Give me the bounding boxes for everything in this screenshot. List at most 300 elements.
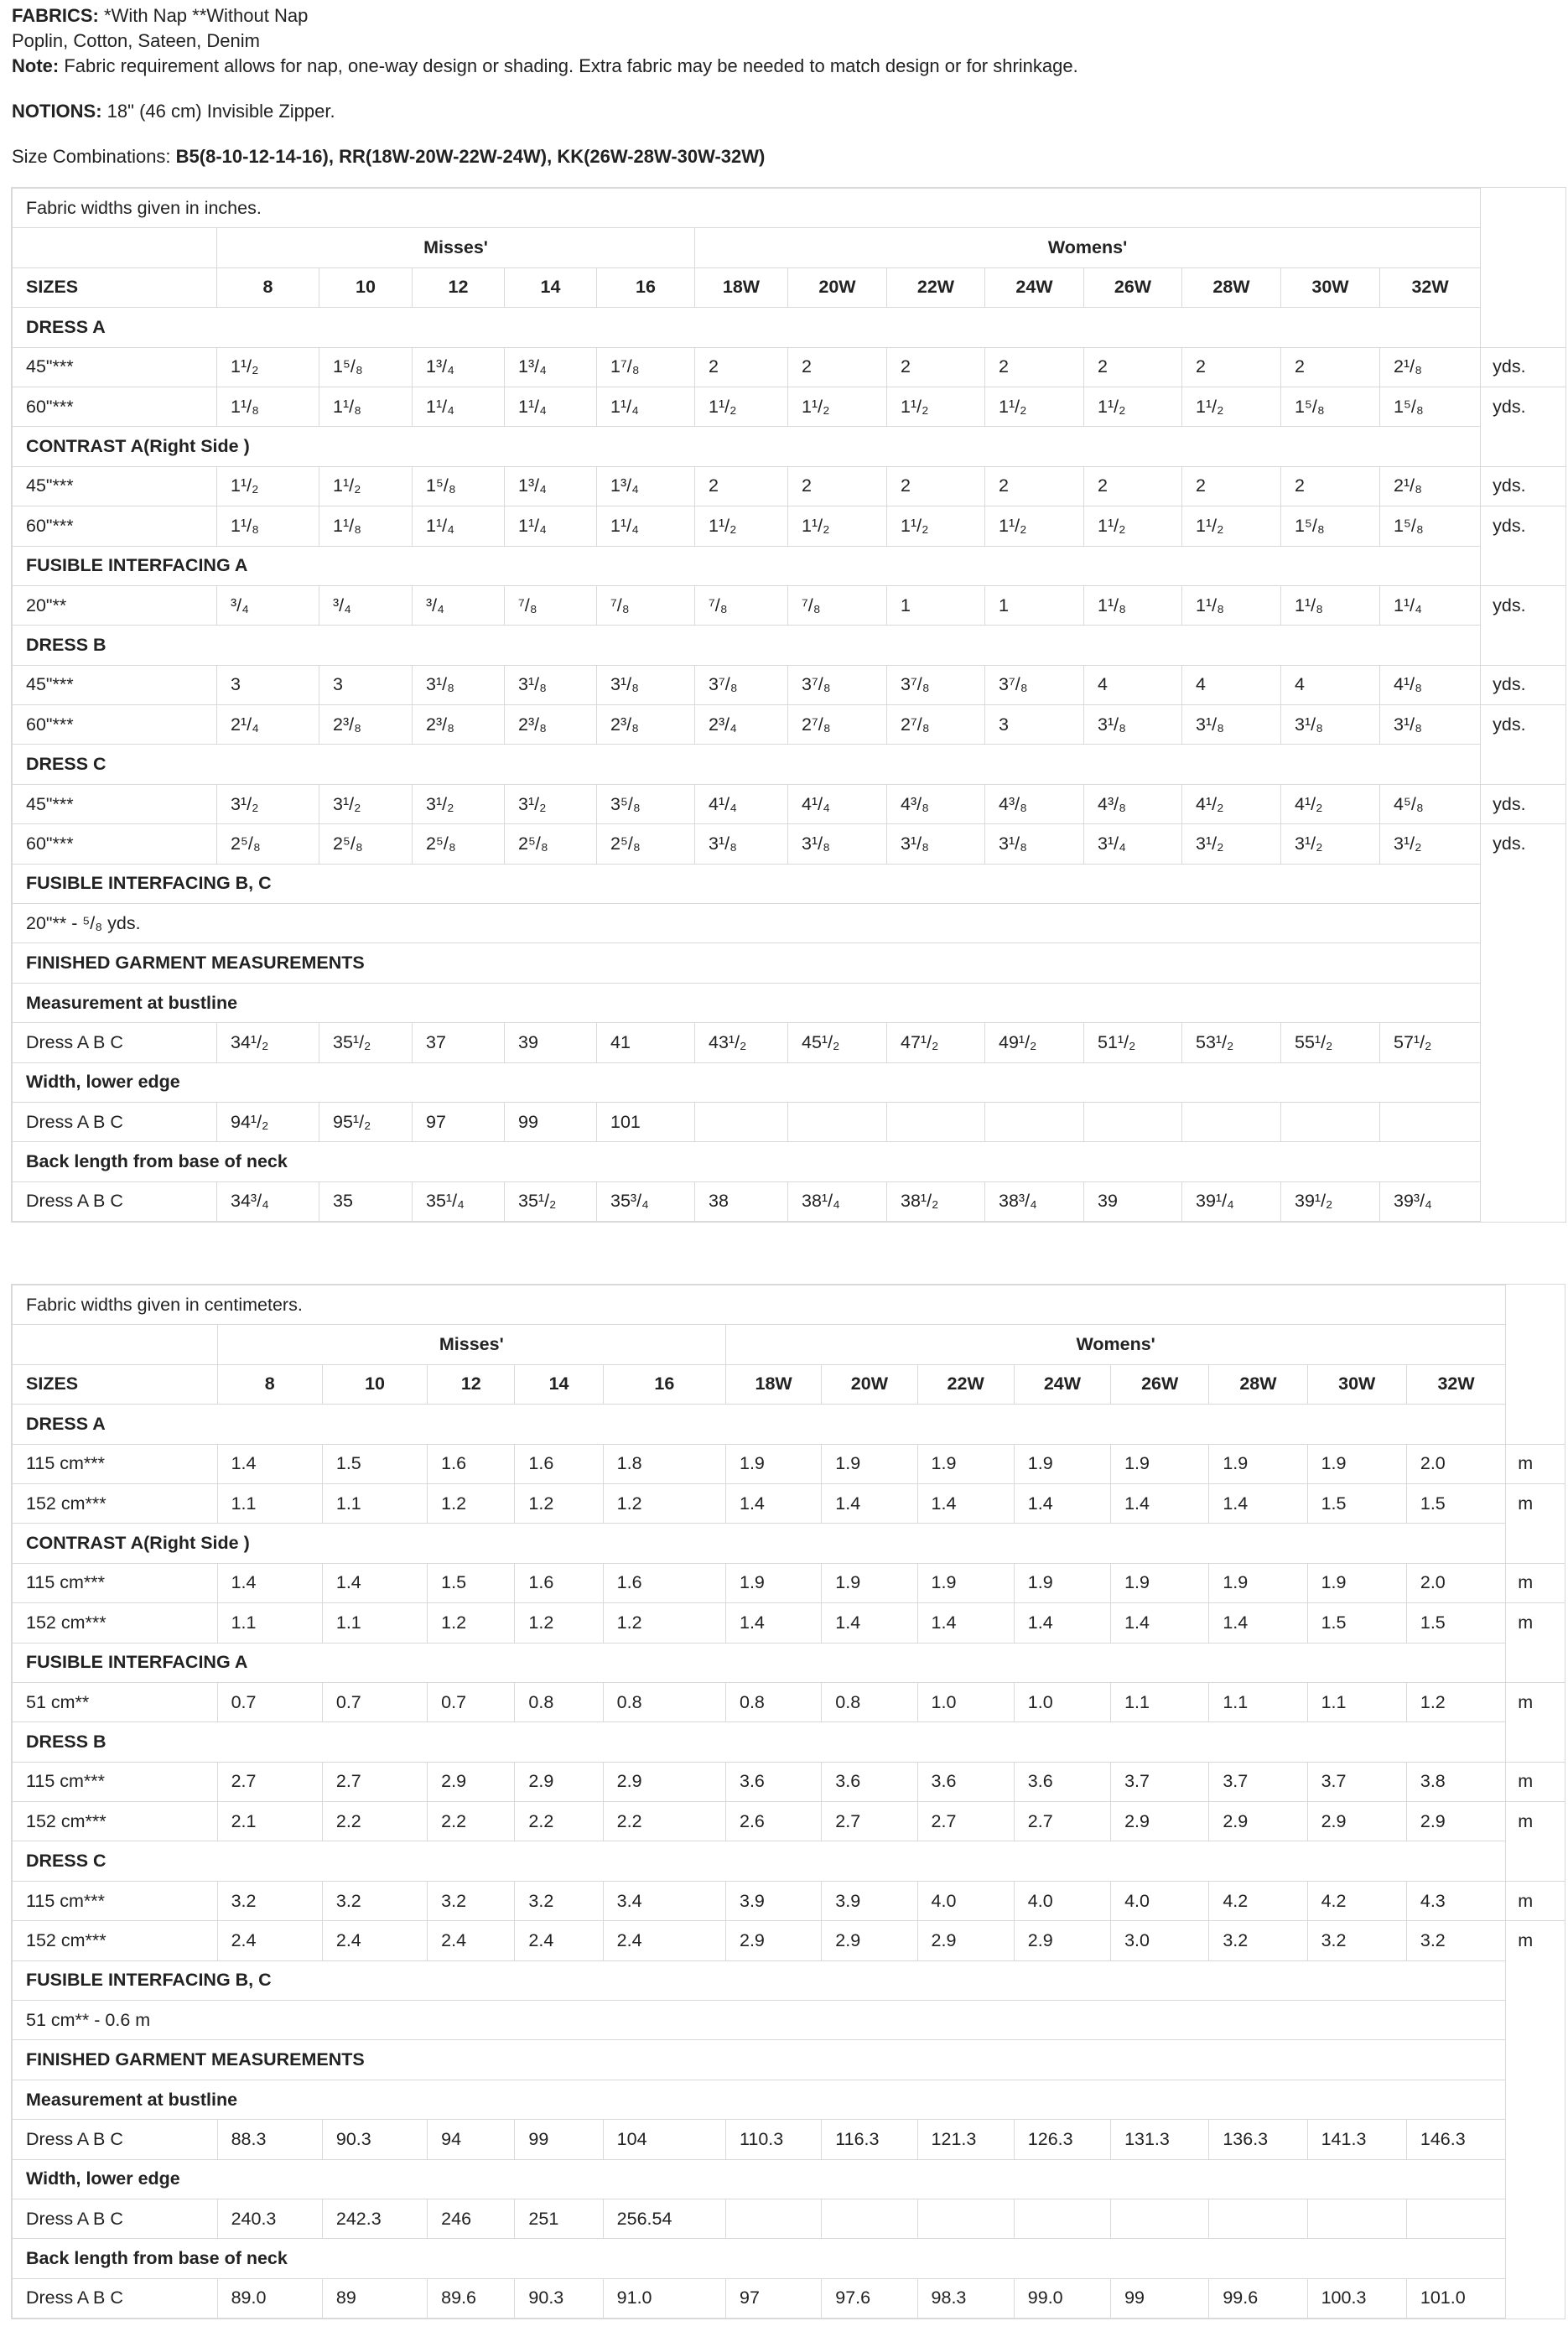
size-header: 10	[322, 1364, 427, 1404]
unit-cell	[1506, 2001, 1565, 2040]
unit-cell: yds.	[1481, 784, 1565, 823]
value-cell: 35¹/₄	[413, 1181, 505, 1221]
value-cell: 3¹/₈	[788, 824, 887, 864]
unit-cell: yds.	[1481, 387, 1565, 426]
unit-cell: m	[1506, 1881, 1565, 1920]
value-cell: 1.5	[1406, 1483, 1505, 1523]
value-cell: 3.2	[322, 1881, 427, 1920]
table-row	[13, 1563, 1565, 1602]
table-row	[13, 2120, 1565, 2159]
table-row	[13, 2278, 1565, 2318]
table-caption: Fabric widths given in inches.	[13, 189, 1481, 228]
group-misses: Misses'	[217, 228, 695, 267]
value-cell: 1¹/₂	[695, 506, 788, 546]
note-row	[13, 2001, 1565, 2040]
value-cell: 90.3	[322, 2120, 427, 2159]
unit-cell	[1481, 983, 1565, 1022]
unit-cell	[1481, 626, 1565, 665]
size-header: 14	[515, 1364, 603, 1404]
value-cell: 2	[695, 466, 788, 506]
value-cell: 1¹/₂	[1182, 387, 1281, 426]
section-heading: DRESS C	[13, 1841, 1506, 1881]
value-cell: 1.6	[428, 1444, 515, 1483]
value-cell: 35¹/₂	[319, 1023, 413, 1062]
value-cell: 2	[887, 466, 985, 506]
value-cell: 1³/₄	[505, 466, 597, 506]
value-cell: ³/₄	[217, 585, 319, 625]
section-row	[13, 2239, 1565, 2278]
value-cell: 47¹/₂	[887, 1023, 985, 1062]
value-cell: ³/₄	[319, 585, 413, 625]
section-row	[13, 2040, 1565, 2080]
value-cell: 38	[695, 1181, 788, 1221]
section-heading: FUSIBLE INTERFACING A	[13, 546, 1481, 585]
value-cell: 35³/₄	[597, 1181, 695, 1221]
value-cell: 1.9	[822, 1563, 917, 1602]
value-cell: 37	[413, 1023, 505, 1062]
value-cell: 2.2	[515, 1802, 603, 1841]
value-cell: 1¹/₂	[1084, 387, 1182, 426]
row-label: 115 cm***	[13, 1762, 218, 1801]
value-cell: 45¹/₂	[788, 1023, 887, 1062]
value-cell	[1380, 1102, 1481, 1141]
unit-cell	[1506, 2239, 1565, 2278]
value-cell: 1.4	[1111, 1483, 1209, 1523]
size-header: 28W	[1209, 1364, 1307, 1404]
size-combinations-value: B5(8-10-12-14-16), RR(18W-20W-22W-24W), KK(26W-28W-30W-32W)	[175, 146, 766, 167]
value-cell: 1¹/₈	[217, 387, 319, 426]
size-header: 16	[597, 267, 695, 307]
value-cell: 1.2	[428, 1483, 515, 1523]
value-cell: 2¹/₈	[1380, 347, 1481, 387]
value-cell: 1¹/₂	[985, 506, 1084, 546]
value-cell	[1406, 2199, 1505, 2238]
value-cell: 2	[788, 347, 887, 387]
value-cell: 116.3	[822, 2120, 917, 2159]
yardage-table-centimeters	[12, 1285, 1565, 2319]
caption-row	[13, 189, 1565, 228]
value-cell: 2⁷/₈	[788, 705, 887, 745]
note-cell: 51 cm** - 0.6 m	[13, 2001, 1506, 2040]
unit-cell: yds.	[1481, 466, 1565, 506]
section-heading: FINISHED GARMENT MEASUREMENTS	[13, 943, 1481, 983]
value-cell: 3¹/₈	[1380, 705, 1481, 745]
unit-cell: m	[1506, 1802, 1565, 1841]
value-cell: 1.9	[917, 1563, 1014, 1602]
value-cell: 35¹/₂	[505, 1181, 597, 1221]
value-cell: 1¹/₄	[1380, 585, 1481, 625]
value-cell: 2	[985, 347, 1084, 387]
value-cell: 1.2	[603, 1603, 725, 1643]
value-cell: 1¹/₄	[505, 387, 597, 426]
value-cell: 39	[505, 1023, 597, 1062]
section-row	[13, 1142, 1565, 1181]
value-cell: 3	[319, 665, 413, 704]
value-cell: 1.0	[1014, 1682, 1110, 1721]
value-cell: 0.8	[822, 1682, 917, 1721]
size-header: 10	[319, 267, 413, 307]
table-row	[13, 784, 1565, 823]
table-row	[13, 1682, 1565, 1721]
section-row	[13, 1524, 1565, 1563]
value-cell: 89.6	[428, 2278, 515, 2318]
size-header: 8	[217, 267, 319, 307]
size-header: 26W	[1084, 267, 1182, 307]
unit-cell	[1481, 1062, 1565, 1102]
value-cell	[985, 1102, 1084, 1141]
value-cell: 1¹/₈	[319, 506, 413, 546]
value-cell: 1.9	[1209, 1444, 1307, 1483]
value-cell: 1.4	[1014, 1483, 1110, 1523]
sizes-row	[13, 267, 1565, 307]
value-cell: 89.0	[217, 2278, 322, 2318]
value-cell: 4	[1084, 665, 1182, 704]
value-cell: 1¹/₂	[1084, 506, 1182, 546]
unit-cell	[1481, 904, 1565, 943]
size-header: 16	[603, 1364, 725, 1404]
section-row	[13, 308, 1565, 347]
unit-cell	[1481, 1023, 1565, 1062]
value-cell: 2.9	[726, 1921, 822, 1960]
value-cell: 51¹/₂	[1084, 1023, 1182, 1062]
row-label: 20"**	[13, 585, 217, 625]
value-cell: 121.3	[917, 2120, 1014, 2159]
value-cell: ⁷/₈	[788, 585, 887, 625]
value-cell: 1.2	[1406, 1682, 1505, 1721]
value-cell: 99.0	[1014, 2278, 1110, 2318]
unit-cell	[1481, 267, 1565, 307]
value-cell: 3⁷/₈	[788, 665, 887, 704]
section-heading: DRESS B	[13, 1722, 1506, 1762]
value-cell: 4.2	[1307, 1881, 1406, 1920]
value-cell: 99.6	[1209, 2278, 1307, 2318]
note-label: Note:	[12, 55, 60, 76]
unit-cell: yds.	[1481, 705, 1565, 745]
value-cell: 0.8	[726, 1682, 822, 1721]
section-heading: DRESS B	[13, 626, 1481, 665]
value-cell: 57¹/₂	[1380, 1023, 1481, 1062]
value-cell: 2.7	[1014, 1802, 1110, 1841]
value-cell: 38³/₄	[985, 1181, 1084, 1221]
value-cell: 2	[1084, 466, 1182, 506]
value-cell: 1⁵/₈	[1380, 506, 1481, 546]
value-cell: 101	[597, 1102, 695, 1141]
value-cell: 1¹/₄	[597, 387, 695, 426]
value-cell: 1.1	[322, 1483, 427, 1523]
value-cell: 99	[515, 2120, 603, 2159]
value-cell: 242.3	[322, 2199, 427, 2238]
notions-label: NOTIONS:	[12, 101, 102, 122]
value-cell: 4⁵/₈	[1380, 784, 1481, 823]
unit-cell	[1481, 864, 1565, 903]
caption-row	[13, 1285, 1565, 1325]
value-cell: 2⁵/₈	[319, 824, 413, 864]
value-cell: 1¹/₂	[217, 466, 319, 506]
value-cell: 1.4	[726, 1483, 822, 1523]
value-cell: 3¹/₈	[597, 665, 695, 704]
value-cell	[1281, 1102, 1380, 1141]
value-cell: 1.1	[217, 1603, 322, 1643]
size-group-row	[13, 1325, 1565, 1364]
value-cell: 1.4	[1209, 1603, 1307, 1643]
value-cell: 3¹/₈	[413, 665, 505, 704]
unit-cell	[1506, 1524, 1565, 1563]
value-cell: 4	[1281, 665, 1380, 704]
section-heading: Measurement at bustline	[13, 2080, 1506, 2119]
notions-line	[12, 99, 1555, 124]
value-cell: 2⁵/₈	[505, 824, 597, 864]
section-heading: CONTRAST A(Right Side )	[13, 1524, 1506, 1563]
value-cell: 1⁵/₈	[1380, 387, 1481, 426]
value-cell: 0.7	[428, 1682, 515, 1721]
row-label: 45"***	[13, 665, 217, 704]
value-cell: 1.9	[917, 1444, 1014, 1483]
value-cell: 3⁷/₈	[887, 665, 985, 704]
value-cell: 2.9	[428, 1762, 515, 1801]
value-cell: 3.0	[1111, 1921, 1209, 1960]
value-cell: 1.8	[603, 1444, 725, 1483]
value-cell: 34¹/₂	[217, 1023, 319, 1062]
value-cell: 1³/₄	[597, 466, 695, 506]
value-cell: 110.3	[726, 2120, 822, 2159]
row-label: 152 cm***	[13, 1603, 218, 1643]
value-cell: 3.8	[1406, 1762, 1505, 1801]
unit-cell: yds.	[1481, 824, 1565, 864]
unit-cell	[1506, 1841, 1565, 1881]
value-cell: 2⁷/₈	[887, 705, 985, 745]
value-cell: 3¹/₈	[887, 824, 985, 864]
size-header: 32W	[1406, 1364, 1505, 1404]
notions-text: 18" (46 cm) Invisible Zipper.	[101, 101, 335, 122]
row-label: 115 cm***	[13, 1444, 218, 1483]
value-cell: 1¹/₈	[319, 387, 413, 426]
value-cell: 3¹/₂	[1380, 824, 1481, 864]
value-cell: 251	[515, 2199, 603, 2238]
value-cell: 1¹/₂	[319, 466, 413, 506]
value-cell: 4.2	[1209, 1881, 1307, 1920]
value-cell: 1.6	[515, 1444, 603, 1483]
section-row	[13, 1722, 1565, 1762]
size-header: 26W	[1111, 1364, 1209, 1404]
table-row	[13, 585, 1565, 625]
unit-cell: m	[1506, 1762, 1565, 1801]
value-cell: 3¹/₄	[1084, 824, 1182, 864]
value-cell	[1209, 2199, 1307, 2238]
value-cell: 2.2	[603, 1802, 725, 1841]
unit-cell	[1506, 1405, 1565, 1444]
unit-cell	[1481, 1102, 1565, 1141]
value-cell: 38¹/₄	[788, 1181, 887, 1221]
section-heading: DRESS A	[13, 308, 1481, 347]
value-cell: 1.2	[603, 1483, 725, 1523]
value-cell: ⁷/₈	[597, 585, 695, 625]
unit-cell: m	[1506, 1444, 1565, 1483]
value-cell: 1.9	[1209, 1563, 1307, 1602]
table-row	[13, 1802, 1565, 1841]
value-cell: 1¹/₂	[985, 387, 1084, 426]
value-cell: 4¹/₄	[695, 784, 788, 823]
group-womens: Womens'	[695, 228, 1481, 267]
value-cell: 2	[1182, 466, 1281, 506]
unit-cell	[1506, 1364, 1565, 1404]
section-heading: Back length from base of neck	[13, 1142, 1481, 1181]
value-cell: 1¹/₂	[788, 506, 887, 546]
value-cell: 1.9	[1111, 1563, 1209, 1602]
value-cell: 246	[428, 2199, 515, 2238]
sizes-label: SIZES	[13, 1364, 218, 1404]
value-cell: ⁷/₈	[695, 585, 788, 625]
value-cell: 1.9	[1307, 1444, 1406, 1483]
row-label: Dress A B C	[13, 2199, 218, 2238]
section-row	[13, 2080, 1565, 2119]
value-cell	[695, 1102, 788, 1141]
size-header: 22W	[887, 267, 985, 307]
section-heading: Measurement at bustline	[13, 983, 1481, 1022]
value-cell: 2⁵/₈	[217, 824, 319, 864]
table-row	[13, 1181, 1565, 1221]
value-cell: 141.3	[1307, 2120, 1406, 2159]
value-cell: 1.5	[1307, 1483, 1406, 1523]
fabrics-text: *With Nap **Without Nap	[98, 5, 309, 26]
value-cell: 104	[603, 2120, 725, 2159]
value-cell	[1182, 1102, 1281, 1141]
value-cell: 3.6	[1014, 1762, 1110, 1801]
value-cell: 4³/₈	[887, 784, 985, 823]
value-cell: 1¹/₂	[887, 506, 985, 546]
value-cell: 1.1	[1307, 1682, 1406, 1721]
value-cell: 2.7	[322, 1762, 427, 1801]
value-cell: 3¹/₈	[505, 665, 597, 704]
size-header: 18W	[695, 267, 788, 307]
value-cell: 1.4	[917, 1483, 1014, 1523]
value-cell: 3.7	[1209, 1762, 1307, 1801]
value-cell: 256.54	[603, 2199, 725, 2238]
value-cell: ³/₄	[413, 585, 505, 625]
value-cell: 1.5	[428, 1563, 515, 1602]
value-cell: 126.3	[1014, 2120, 1110, 2159]
section-row	[13, 2159, 1565, 2199]
value-cell	[822, 2199, 917, 2238]
table-row	[13, 466, 1565, 506]
size-header: 12	[428, 1364, 515, 1404]
value-cell: 1.9	[726, 1444, 822, 1483]
value-cell: 2.9	[1014, 1921, 1110, 1960]
value-cell: 1.1	[217, 1483, 322, 1523]
value-cell	[917, 2199, 1014, 2238]
section-row	[13, 1643, 1565, 1682]
value-cell: 2.1	[217, 1802, 322, 1841]
unit-cell	[1481, 943, 1565, 983]
value-cell: 1¹/₄	[597, 506, 695, 546]
value-cell: 39	[1084, 1181, 1182, 1221]
size-group-row	[13, 228, 1565, 267]
unit-cell	[1481, 1181, 1565, 1221]
value-cell: 1.9	[822, 1444, 917, 1483]
value-cell: 0.8	[603, 1682, 725, 1721]
note-cell: 20"** - ⁵/₈ yds.	[13, 904, 1481, 943]
value-cell: 101.0	[1406, 2278, 1505, 2318]
row-label: 152 cm***	[13, 1921, 218, 1960]
value-cell: 2	[1281, 347, 1380, 387]
table-row	[13, 1444, 1565, 1483]
value-cell: 1.5	[1307, 1603, 1406, 1643]
size-combinations-label: Size Combinations:	[12, 146, 176, 167]
value-cell: 49¹/₂	[985, 1023, 1084, 1062]
table-row	[13, 2199, 1565, 2238]
value-cell: 1.9	[726, 1563, 822, 1602]
sizes-row	[13, 1364, 1565, 1404]
value-cell	[1014, 2199, 1110, 2238]
value-cell: 0.7	[217, 1682, 322, 1721]
value-cell: 88.3	[217, 2120, 322, 2159]
value-cell: 2	[1281, 466, 1380, 506]
value-cell: 2.2	[428, 1802, 515, 1841]
unit-cell	[1481, 427, 1565, 466]
value-cell: ⁷/₈	[505, 585, 597, 625]
row-label: Dress A B C	[13, 1181, 217, 1221]
value-cell: 1.2	[515, 1483, 603, 1523]
row-label: 152 cm***	[13, 1483, 218, 1523]
value-cell: 1.5	[1406, 1603, 1505, 1643]
value-cell: 2³/₄	[695, 705, 788, 745]
section-heading: FUSIBLE INTERFACING B, C	[13, 1960, 1506, 2000]
value-cell: 4.0	[1111, 1881, 1209, 1920]
value-cell: 1.4	[1014, 1603, 1110, 1643]
section-row	[13, 745, 1565, 784]
row-label: 152 cm***	[13, 1802, 218, 1841]
value-cell: 1³/₄	[413, 347, 505, 387]
value-cell: 2.6	[726, 1802, 822, 1841]
unit-cell	[1506, 1643, 1565, 1682]
value-cell: 43¹/₂	[695, 1023, 788, 1062]
value-cell: 55¹/₂	[1281, 1023, 1380, 1062]
section-heading: DRESS A	[13, 1405, 1506, 1444]
value-cell: 2.0	[1406, 1563, 1505, 1602]
value-cell: 1.4	[822, 1483, 917, 1523]
value-cell: 2.9	[515, 1762, 603, 1801]
value-cell: 1.4	[917, 1603, 1014, 1643]
blank-cell	[13, 228, 217, 267]
unit-cell: m	[1506, 1603, 1565, 1643]
size-header: 30W	[1307, 1364, 1406, 1404]
section-heading: CONTRAST A(Right Side )	[13, 427, 1481, 466]
value-cell: 1¹/₄	[413, 506, 505, 546]
table-row	[13, 1603, 1565, 1643]
value-cell: 3¹/₈	[1281, 705, 1380, 745]
value-cell: 3.2	[515, 1881, 603, 1920]
value-cell: 1.4	[217, 1444, 322, 1483]
value-cell: 1⁵/₈	[319, 347, 413, 387]
value-cell: 4.0	[917, 1881, 1014, 1920]
value-cell: 3¹/₂	[1281, 824, 1380, 864]
value-cell: 2.4	[428, 1921, 515, 1960]
value-cell: 3.9	[726, 1881, 822, 1920]
value-cell: 2.4	[603, 1921, 725, 1960]
value-cell: 1⁷/₈	[597, 347, 695, 387]
table-row	[13, 1483, 1565, 1523]
value-cell: 2.9	[822, 1921, 917, 1960]
unit-cell: m	[1506, 1682, 1565, 1721]
unit-cell	[1481, 1142, 1565, 1181]
size-header: 24W	[985, 267, 1084, 307]
unit-cell: yds.	[1481, 585, 1565, 625]
value-cell: 3	[217, 665, 319, 704]
value-cell: 4¹/₂	[1182, 784, 1281, 823]
section-heading: FUSIBLE INTERFACING B, C	[13, 864, 1481, 903]
value-cell: 0.8	[515, 1682, 603, 1721]
value-cell: 136.3	[1209, 2120, 1307, 2159]
value-cell: 97.6	[822, 2278, 917, 2318]
